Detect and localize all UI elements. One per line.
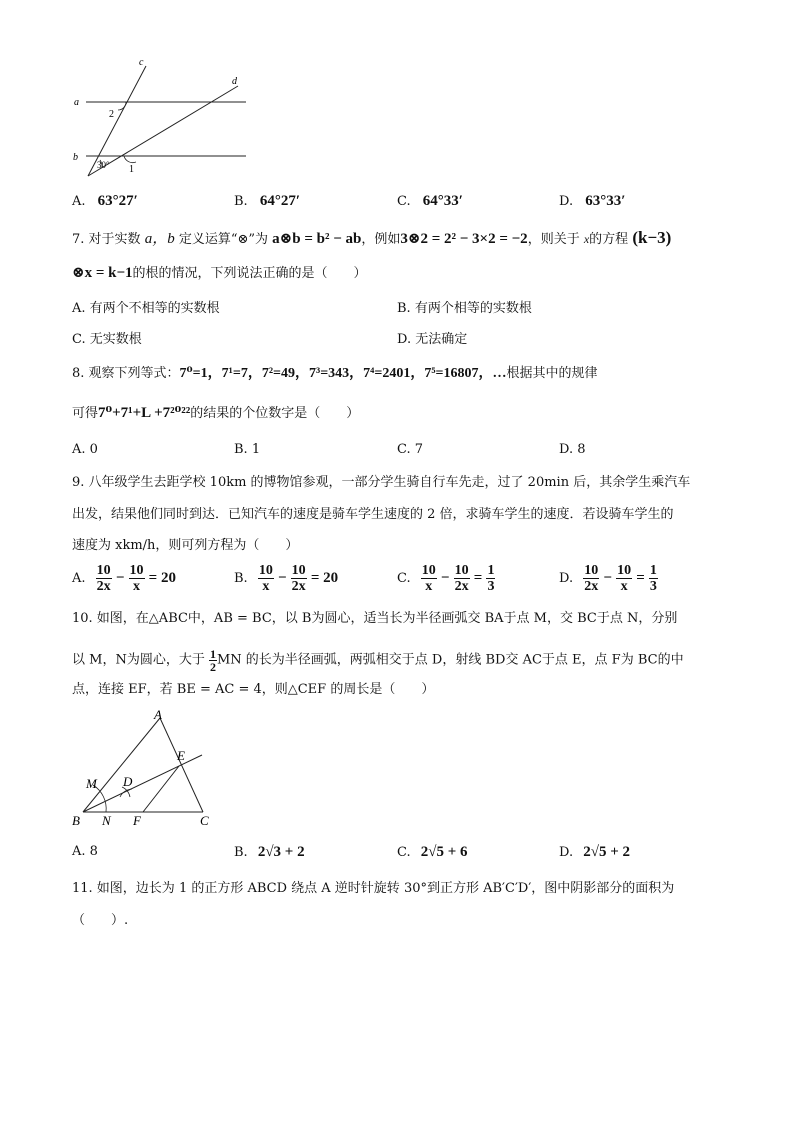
angle-30-label: 30°	[97, 160, 110, 170]
line-d-label: d	[232, 76, 237, 87]
q10-option-c[interactable]: C. 2√5 + 6	[397, 844, 468, 860]
point-e-label: E	[177, 748, 185, 763]
q9-option-a[interactable]: A. $\frac{10}{2x}$ − $\frac{10}{x}$ = 20	[72, 563, 176, 594]
parallel-lines-figure	[66, 56, 256, 181]
q11-line-1: 11. 如图，边长为 1 的正方形 ABCD 绕点 A 逆时针旋转 30°到正方形 AB′C′D′，图中阴影部分的面积为	[72, 881, 675, 896]
q11-line-2: （ ）.	[72, 913, 129, 928]
line-c-label: c	[139, 57, 144, 68]
q7-line-1: 7. 对于实数 a，b 定义运算“⊗”为 a⊗b = b² − ab，例如3⊗2 = 2² − 3×2 = −2，则关于 x的方程 (k−3)	[72, 228, 672, 247]
q10-line-2: 以 M，N为圆心，大于 $\frac{1}{2}$ MN 的长为半径画弧，两弧相交于点 D，射线 BD交 AC于点 E，点 F为 BC的中	[72, 647, 684, 674]
angle-1-label: 1	[129, 164, 134, 175]
q10-option-b[interactable]: B. 2√3 + 2	[234, 844, 305, 860]
point-d-label: D	[123, 774, 133, 789]
q8-option-a[interactable]: A. 0	[72, 442, 98, 457]
q7-option-a[interactable]: A. 有两个不相等的实数根	[72, 301, 220, 316]
point-n-label: N	[102, 813, 111, 828]
point-f-label: F	[133, 813, 141, 828]
q10-line-3: 点，连接 EF，若 BE = AC = 4，则△CEF 的周长是（ ）	[72, 682, 435, 697]
q9-option-c[interactable]: C. $\frac{10}{x}$ − $\frac{10}{2x}$ = $\frac{1}{3}$	[397, 563, 495, 594]
q7-option-b[interactable]: B. 有两个相等的实数根	[397, 301, 532, 316]
point-m-label: M	[86, 776, 97, 791]
q9-line-3: 速度为 xkm/h，则可列方程为（ ）	[72, 538, 299, 553]
q10-option-d[interactable]: D. 2√5 + 2	[559, 844, 631, 860]
q10-option-a[interactable]: A. 8	[72, 844, 98, 859]
q8-option-b[interactable]: B. 1	[234, 442, 261, 457]
q10-line-1: 10. 如图，在△ABC中，AB = BC，以 B为圆心，适当长为半径画弧交 BA于点 M，交 BC于点 N，分别	[72, 611, 678, 626]
triangle-figure	[70, 705, 220, 830]
q9-line-1: 9. 八年级学生去距学校 10km 的博物馆参观，一部分学生骑自行车先走，过了 20min 后，其余学生乘汽车	[72, 475, 691, 490]
q6-option-d[interactable]: D. 63°33′	[559, 193, 626, 209]
q9-option-b[interactable]: B. $\frac{10}{x}$ − $\frac{10}{2x}$ = 20	[234, 563, 339, 594]
angle-2-label: 2	[109, 109, 114, 120]
q6-option-a[interactable]: A. 63°27′	[72, 193, 138, 209]
q9-option-d[interactable]: D. $\frac{10}{2x}$ − $\frac{10}{x}$ = $\frac{1}{3}$	[559, 563, 657, 594]
q7-option-c[interactable]: C. 无实数根	[72, 332, 142, 347]
q6-option-b[interactable]: B. 64°27′	[234, 193, 301, 209]
q7-option-d[interactable]: D. 无法确定	[397, 332, 468, 347]
point-b-label: B	[72, 813, 80, 828]
q9-line-2: 出发，结果他们同时到达．已知汽车的速度是骑车学生速度的 2 倍，求骑车学生的速度．若设骑车学生的	[72, 507, 674, 522]
line-b-label: b	[73, 152, 78, 163]
line-a-label: a	[74, 97, 79, 108]
q8-option-c[interactable]: C. 7	[397, 442, 424, 457]
q7-line-2: ⊗x = k−1的根的情况，下列说法正确的是（ ）	[72, 265, 367, 281]
q8-option-d[interactable]: D. 8	[559, 442, 586, 457]
q8-line-1: 8. 观察下列等式：7⁰=1，7¹=7，7²=49，7³=343，7⁴=2401，7⁵=16807，…根据其中的规律	[72, 366, 598, 381]
point-a-label: A	[154, 707, 162, 722]
q6-option-c[interactable]: C. 64°33′	[397, 193, 463, 209]
q8-line-2: 可得7⁰+7¹+L +7²⁰²²的结果的个位数字是（ ）	[72, 405, 360, 421]
point-c-label: C	[200, 813, 209, 828]
